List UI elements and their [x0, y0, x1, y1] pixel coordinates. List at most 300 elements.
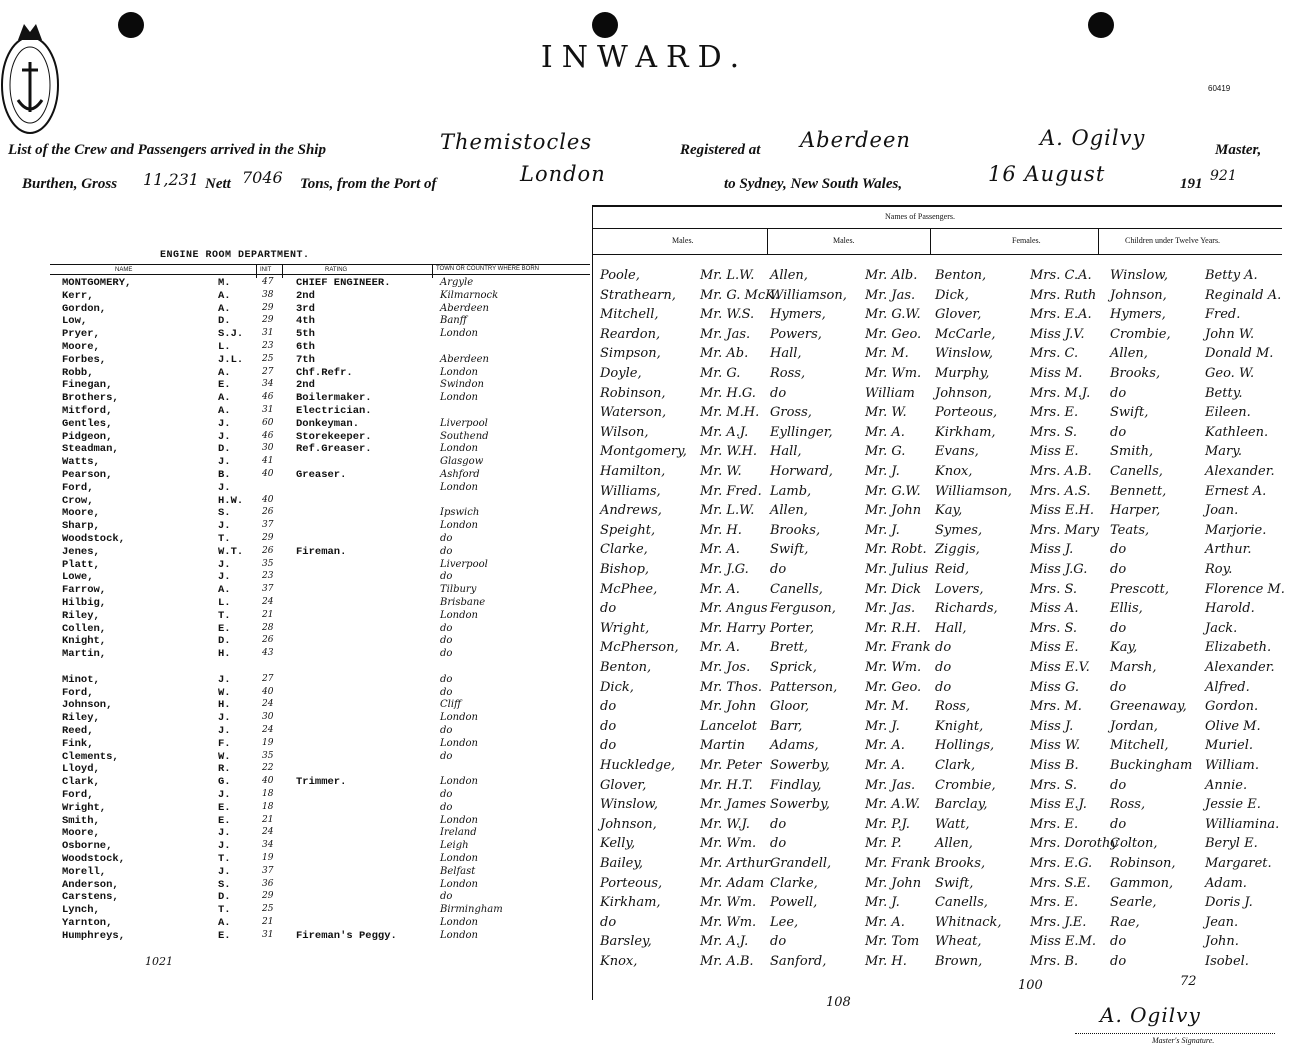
pass-male-given-1: Mr. G.	[700, 366, 741, 381]
pass-female-given: Mrs. M.J.	[1030, 385, 1091, 401]
crew-name: Steadman,	[62, 443, 119, 456]
pass-male-given-1: Mr. Angus	[700, 601, 768, 617]
crew-col-town: TOWN OR COUNTRY WHERE BORN	[436, 266, 540, 272]
crew-col-divider	[256, 264, 257, 278]
crew-init: R.	[218, 763, 231, 776]
crew-init: H.W.	[218, 494, 244, 507]
pass-male-surname-2: Powers,	[770, 326, 822, 342]
pass-male-given-1: Mr. H.T.	[700, 777, 753, 793]
pass-child-given: Donald M.	[1205, 346, 1274, 362]
pass-male-given-1: Mr. M.H.	[700, 405, 760, 421]
crew-town: Brisbane	[440, 597, 486, 608]
pass-child-given: John.	[1205, 934, 1239, 950]
crew-init: A.	[218, 289, 231, 302]
pass-female-surname: Brown,	[935, 954, 983, 969]
pass-female-given: Mrs. S.	[1030, 424, 1078, 440]
pass-female-surname: Watt,	[935, 816, 970, 832]
pass-male-given-2: Mr. M.	[865, 699, 909, 715]
crew-rating: Greaser.	[296, 469, 347, 481]
crew-name: Fink,	[62, 737, 94, 750]
pass-male-surname-1: Hamilton,	[600, 464, 666, 479]
crew-rating: Fireman's Peggy.	[296, 929, 397, 942]
crew-age: 31	[262, 929, 274, 940]
pass-male-surname-2: Horward,	[770, 464, 833, 479]
year-suffix: 921	[1210, 168, 1237, 184]
passenger-row	[600, 346, 1284, 366]
crew-town: Southend	[440, 430, 489, 442]
pass-child-surname: Robinson,	[1110, 856, 1176, 871]
passenger-row	[600, 621, 1284, 641]
year-prefix: 191	[1180, 176, 1203, 192]
crew-list	[0, 277, 592, 957]
pass-child-surname: Rae,	[1110, 914, 1140, 930]
passenger-count-1: 108	[826, 995, 851, 1010]
crew-town: do	[440, 648, 453, 660]
crew-init: G.	[218, 776, 231, 789]
crew-town: do	[440, 891, 453, 903]
pass-female-given: Miss E.H.	[1030, 503, 1095, 519]
pass-male-given-1: Mr. Jos.	[700, 660, 751, 675]
pass-female-given: Mrs. C.	[1030, 346, 1079, 362]
pass-male-surname-1: McPherson,	[600, 640, 679, 656]
crew-row	[0, 904, 592, 916]
pass-female-surname: Whitnack,	[935, 914, 1002, 930]
master-signature: A. Ogilvy	[1100, 1003, 1201, 1027]
pass-male-given-1: Martin	[700, 738, 746, 754]
crew-age: 60	[262, 417, 274, 428]
pass-child-given: Geo. W.	[1205, 366, 1255, 381]
pass-female-surname: Winslow,	[935, 346, 994, 362]
pass-male-surname-1: Montgomery,	[600, 444, 687, 460]
crew-init: J.	[218, 571, 231, 584]
pass-male-surname-1: Johnson,	[600, 816, 657, 832]
pass-female-given: Miss E.J.	[1030, 797, 1087, 813]
passenger-row	[600, 876, 1284, 896]
pass-male-given-2: Mr. J.	[865, 522, 900, 538]
crew-init: J.	[218, 520, 231, 533]
crew-name: Moore,	[62, 827, 100, 840]
pass-male-surname-1: Bishop,	[600, 562, 650, 577]
pass-female-given: Miss E.	[1030, 640, 1079, 656]
pass-male-given-1: Mr. James	[700, 797, 767, 813]
pass-female-surname: Williamson,	[935, 483, 1012, 499]
crew-town: Aberdeen	[440, 302, 489, 314]
pass-female-surname: Swift,	[935, 875, 974, 891]
crew-row	[0, 469, 592, 481]
crew-row	[0, 610, 592, 622]
crew-age: 21	[262, 609, 274, 620]
crew-init: J.	[218, 673, 231, 686]
crew-age: 24	[262, 725, 274, 735]
pass-female-given: Mrs. E.A.	[1030, 307, 1092, 323]
crew-row	[0, 303, 592, 315]
crew-town: London	[440, 392, 478, 404]
pass-child-given: Mary.	[1205, 444, 1243, 460]
passenger-row	[600, 660, 1284, 680]
pass-child-surname: do	[1110, 424, 1127, 440]
crew-init: B.	[218, 469, 231, 481]
pass-male-given-2: Mr. Tom	[865, 934, 920, 950]
crew-town: Banff	[440, 315, 467, 327]
crew-init: J.	[218, 481, 231, 494]
crew-town: do	[440, 673, 453, 685]
pass-female-given: Mrs. S.	[1030, 581, 1078, 597]
crew-name: Reed,	[62, 725, 94, 737]
pass-child-given: Adam.	[1205, 875, 1247, 891]
crew-name: Farrow,	[62, 584, 107, 597]
crew-col-name: NAME	[115, 267, 133, 273]
crew-town: London	[440, 929, 478, 941]
pass-female-surname: Reid,	[935, 562, 970, 577]
crew-name: Minot,	[62, 673, 100, 686]
crew-town: London	[440, 443, 478, 455]
pass-male-surname-1: McPhee,	[600, 581, 658, 597]
crew-row	[0, 507, 592, 519]
pass-child-given: Florence M.	[1205, 581, 1285, 597]
crew-init: J.	[218, 417, 231, 430]
crew-name: Lynch,	[62, 904, 100, 917]
crew-row	[0, 341, 592, 353]
passenger-row	[600, 934, 1284, 954]
crew-town: do	[440, 686, 453, 698]
passenger-row	[600, 542, 1284, 562]
pass-female-given: Miss J.V.	[1030, 326, 1085, 342]
crew-age: 37	[262, 584, 274, 595]
pass-male-given-1: Mr. A.	[700, 542, 740, 558]
crew-town: Tilbury	[440, 584, 477, 596]
passenger-row	[600, 484, 1284, 504]
crew-name: Crow,	[62, 494, 94, 507]
pass-male-given-1: Mr. Wm.	[700, 895, 757, 911]
pass-female-surname: Benton,	[935, 268, 987, 283]
crew-row	[0, 802, 592, 814]
passenger-row	[600, 523, 1284, 543]
crew-row	[0, 827, 592, 839]
pass-male-given-2: Mr. A.	[865, 738, 905, 754]
pass-male-surname-2: Gloor,	[770, 699, 810, 715]
signature-caption: Master's Signature.	[1152, 1036, 1215, 1045]
crew-age: 40	[262, 469, 274, 479]
pass-male-given-2: Mr. W.	[865, 405, 907, 421]
crew-rating: Electrician.	[296, 405, 372, 417]
passenger-row	[600, 856, 1284, 876]
pass-female-given: Mrs. M.	[1030, 699, 1082, 715]
crew-town: London	[440, 776, 478, 788]
ship-name: Themistocles	[440, 130, 593, 154]
pass-child-surname: do	[1110, 934, 1127, 950]
punch-hole	[1088, 12, 1114, 38]
pass-female-surname: Knox,	[935, 464, 973, 479]
pass-child-given: Jack.	[1205, 620, 1238, 636]
crew-age: 23	[262, 341, 274, 351]
pass-child-given: Betty.	[1205, 385, 1243, 401]
pass-male-given-1: Mr. W.J.	[700, 816, 750, 832]
crew-town: Belfast	[440, 865, 476, 877]
crew-name: Watts,	[62, 456, 100, 469]
crew-town: London	[440, 481, 478, 493]
pass-male-given-1: Mr. Wm.	[700, 836, 757, 852]
pass-male-surname-1: Williams,	[600, 483, 661, 499]
passenger-vertical-rule	[592, 205, 593, 1000]
passenger-row	[600, 699, 1284, 719]
crew-row	[0, 815, 592, 827]
passenger-list	[600, 268, 1284, 988]
crew-age: 38	[262, 289, 274, 300]
pass-female-surname: Dick,	[935, 287, 969, 303]
pass-child-given: Jessie E.	[1205, 797, 1261, 813]
crew-age: 40	[262, 776, 274, 787]
passenger-row	[600, 817, 1284, 837]
crew-name: Clark,	[62, 776, 100, 789]
pass-child-surname: Marsh,	[1110, 660, 1157, 675]
crew-row	[0, 418, 592, 430]
pass-child-given: Williamina.	[1205, 816, 1280, 832]
pass-female-given: Miss J.	[1030, 718, 1074, 734]
pass-male-surname-1: Speight,	[600, 522, 656, 538]
pass-male-surname-1: do	[600, 738, 617, 754]
passenger-row	[600, 405, 1284, 425]
crew-init: A.	[218, 366, 231, 379]
pass-child-surname: do	[1110, 816, 1127, 832]
tons-label: Tons, from the Port of	[300, 176, 437, 192]
crew-age: 29	[262, 533, 274, 543]
crew-row	[0, 879, 592, 891]
crew-col-divider	[432, 264, 433, 278]
pass-male-given-1: Mr. W.H.	[700, 444, 758, 460]
crew-init: L.	[218, 341, 231, 353]
pass-child-surname: do	[1110, 385, 1127, 401]
pass-male-surname-1: Barsley,	[600, 934, 652, 950]
crew-name: Robb,	[62, 366, 94, 379]
crew-name: Anderson,	[62, 878, 119, 891]
pass-male-surname-2: Clarke,	[770, 875, 818, 891]
pass-male-given-2: Mr. A.	[865, 758, 905, 773]
crew-rating: 6th	[296, 341, 315, 353]
crew-rating: 2nd	[296, 379, 315, 392]
passenger-row	[600, 288, 1284, 308]
signature-rule	[1075, 1033, 1275, 1034]
pass-male-given-2: Mr. A.	[865, 424, 905, 440]
passenger-row	[600, 680, 1284, 700]
pass-male-given-2: Mr. Wm.	[865, 366, 922, 381]
crew-name: Smith,	[62, 814, 100, 827]
pass-child-given: Gordon.	[1205, 699, 1259, 715]
pass-male-given-1: Mr. J.G.	[700, 562, 749, 577]
crew-init: T.	[218, 904, 231, 917]
pass-male-surname-1: Kirkham,	[600, 895, 661, 911]
pass-child-surname: Searle,	[1110, 895, 1157, 911]
crew-name: Moore,	[62, 341, 100, 353]
crew-col-init: INIT	[260, 267, 272, 273]
crew-init: E.	[218, 379, 231, 392]
crew-header-rule	[50, 264, 590, 265]
pass-male-surname-2: Hall,	[770, 346, 802, 362]
pass-child-given: Roy.	[1205, 562, 1233, 577]
crew-rating: 5th	[296, 328, 315, 341]
crew-name: Osborne,	[62, 840, 113, 853]
crew-row	[0, 725, 592, 737]
pass-male-given-1: Lancelot	[700, 718, 757, 734]
pass-female-given: Miss B.	[1030, 758, 1079, 773]
crew-name: Lloyd,	[62, 763, 100, 776]
crew-init: W.	[218, 750, 231, 763]
crew-age: 31	[262, 405, 274, 415]
pass-male-given-2: Mr. G.W.	[865, 483, 921, 499]
pass-female-surname: McCarle,	[935, 326, 996, 342]
crew-age: 41	[262, 456, 274, 467]
pass-male-surname-1: Clarke,	[600, 542, 648, 558]
passenger-row	[600, 778, 1284, 798]
crew-init: J.	[218, 865, 231, 878]
pass-female-surname: Canells,	[935, 895, 988, 911]
crew-row	[0, 699, 592, 711]
crew-age: 18	[262, 789, 274, 799]
pass-male-given-2: Mr. J.	[865, 464, 900, 479]
crew-init: S.	[218, 507, 231, 520]
pass-female-surname: Richards,	[935, 601, 998, 617]
pass-male-surname-1: do	[600, 601, 617, 617]
crew-name: Wright,	[62, 801, 107, 814]
crew-row	[0, 559, 592, 571]
pass-male-given-1: Mr. W.S.	[700, 307, 755, 323]
crew-age: 26	[262, 545, 274, 556]
pass-child-given: Kathleen.	[1205, 424, 1269, 440]
passenger-col-divider	[767, 228, 768, 254]
crew-row	[0, 533, 592, 545]
crew-age: 25	[262, 904, 274, 915]
crew-age: 24	[262, 827, 274, 838]
passenger-row	[600, 758, 1284, 778]
crew-town: do	[440, 750, 453, 762]
pass-child-surname: Hymers,	[1110, 307, 1166, 323]
pass-male-surname-2: Canells,	[770, 581, 823, 597]
form-number: 60419	[1208, 84, 1231, 93]
pass-female-given: Mrs. S.	[1030, 777, 1078, 793]
pass-female-surname: Crombie,	[935, 777, 996, 793]
crew-town: Birmingham	[440, 904, 503, 916]
pass-male-surname-2: do	[770, 934, 787, 950]
crew-town: London	[440, 609, 478, 621]
crew-name: Pryer,	[62, 328, 100, 341]
pass-male-given-2: Mr. Frank	[865, 640, 931, 656]
pass-male-given-1: Mr. Thos.	[700, 679, 763, 695]
pass-female-given: Mrs. E.	[1030, 816, 1079, 832]
pass-female-given: Mrs. S.	[1030, 620, 1078, 636]
pass-child-surname: Canells,	[1110, 464, 1163, 479]
crew-age: 47	[262, 277, 274, 287]
crew-town: do	[440, 725, 453, 736]
pass-male-given-2: Mr. J.	[865, 718, 900, 734]
pass-male-surname-1: Benton,	[600, 660, 652, 675]
punch-hole	[592, 12, 618, 38]
crew-row	[0, 674, 592, 686]
crew-age: 28	[262, 622, 274, 633]
crew-row	[0, 917, 592, 929]
crew-age: 29	[262, 302, 274, 313]
crew-name: Knight,	[62, 635, 107, 648]
pass-female-given: Miss W.	[1030, 738, 1081, 754]
crew-init: D.	[218, 315, 231, 328]
crew-row	[0, 635, 592, 647]
pass-male-given-2: Mr. G.W.	[865, 307, 921, 323]
pass-male-surname-2: Allen,	[770, 268, 808, 283]
crew-rating: 4th	[296, 315, 315, 328]
crew-age: 37	[262, 865, 274, 876]
pass-child-given: Alexander.	[1205, 660, 1275, 675]
pass-male-surname-1: Winslow,	[600, 797, 659, 813]
pass-male-given-1: Mr. Ab.	[700, 346, 749, 362]
pass-child-surname: do	[1110, 954, 1127, 969]
pass-female-given: Mrs. Dorothy	[1030, 836, 1118, 852]
crew-row	[0, 623, 592, 635]
pass-female-surname: Lovers,	[935, 581, 984, 597]
pass-child-surname: do	[1110, 679, 1127, 695]
pass-child-surname: Winslow,	[1110, 268, 1169, 283]
pass-male-given-2: Mr. Jas.	[865, 777, 916, 793]
crew-rating: Trimmer.	[296, 776, 347, 789]
passenger-col-divider	[930, 228, 931, 254]
pass-child-surname: Crombie,	[1110, 326, 1171, 342]
crew-rating: 2nd	[296, 289, 315, 302]
pass-male-surname-2: Brooks,	[770, 522, 821, 538]
crew-init: A.	[218, 302, 231, 315]
list-label: List of the Crew and Passengers arrived in the Ship	[8, 142, 326, 158]
crew-rating: 3rd	[296, 302, 315, 315]
pass-male-surname-1: Simpson,	[600, 346, 661, 362]
pass-male-given-2: Mr. G.	[865, 444, 906, 460]
passenger-count-3: 72	[1180, 974, 1197, 989]
crew-age: 24	[262, 597, 274, 607]
crew-row	[0, 571, 592, 583]
crew-town: London	[440, 878, 478, 890]
pass-male-surname-1: Reardon,	[600, 326, 661, 342]
crew-init: A.	[218, 405, 231, 417]
crew-age: 19	[262, 853, 274, 863]
pass-child-surname: do	[1110, 620, 1127, 636]
pass-female-surname: Ross,	[935, 699, 971, 715]
crew-row	[0, 354, 592, 366]
destination-label: to Sydney, New South Wales,	[724, 176, 903, 192]
crew-town: London	[440, 328, 478, 340]
pass-child-surname: Jordan,	[1110, 718, 1158, 734]
pass-female-surname: Knight,	[935, 718, 984, 734]
crew-name: Forbes,	[62, 353, 107, 366]
crew-name: Lowe,	[62, 571, 94, 584]
passenger-row	[600, 366, 1284, 386]
pass-female-given: Miss J.	[1030, 542, 1074, 558]
crew-town: Leigh	[440, 840, 469, 852]
crew-town: London	[440, 917, 478, 928]
pass-female-surname: Evans,	[935, 444, 979, 460]
crew-init: A.	[218, 392, 231, 405]
crew-age: 34	[262, 840, 274, 851]
crew-init: D.	[218, 635, 231, 648]
pass-male-given-1: Mr. H.G.	[700, 385, 756, 401]
passenger-col-children: Children under Twelve Years.	[1125, 236, 1221, 245]
crew-row	[0, 763, 592, 775]
crew-row	[0, 290, 592, 302]
crew-init: A.	[218, 917, 231, 929]
crew-init: J.	[218, 840, 231, 853]
crew-row	[0, 431, 592, 443]
crew-row	[0, 315, 592, 327]
crew-age: 30	[262, 712, 274, 723]
crew-age: 46	[262, 392, 274, 403]
pass-female-surname: Kay,	[935, 503, 963, 519]
pass-male-given-1: Mr. Arthur	[700, 856, 771, 871]
crew-init: E.	[218, 801, 231, 814]
crew-init: S.	[218, 878, 231, 891]
